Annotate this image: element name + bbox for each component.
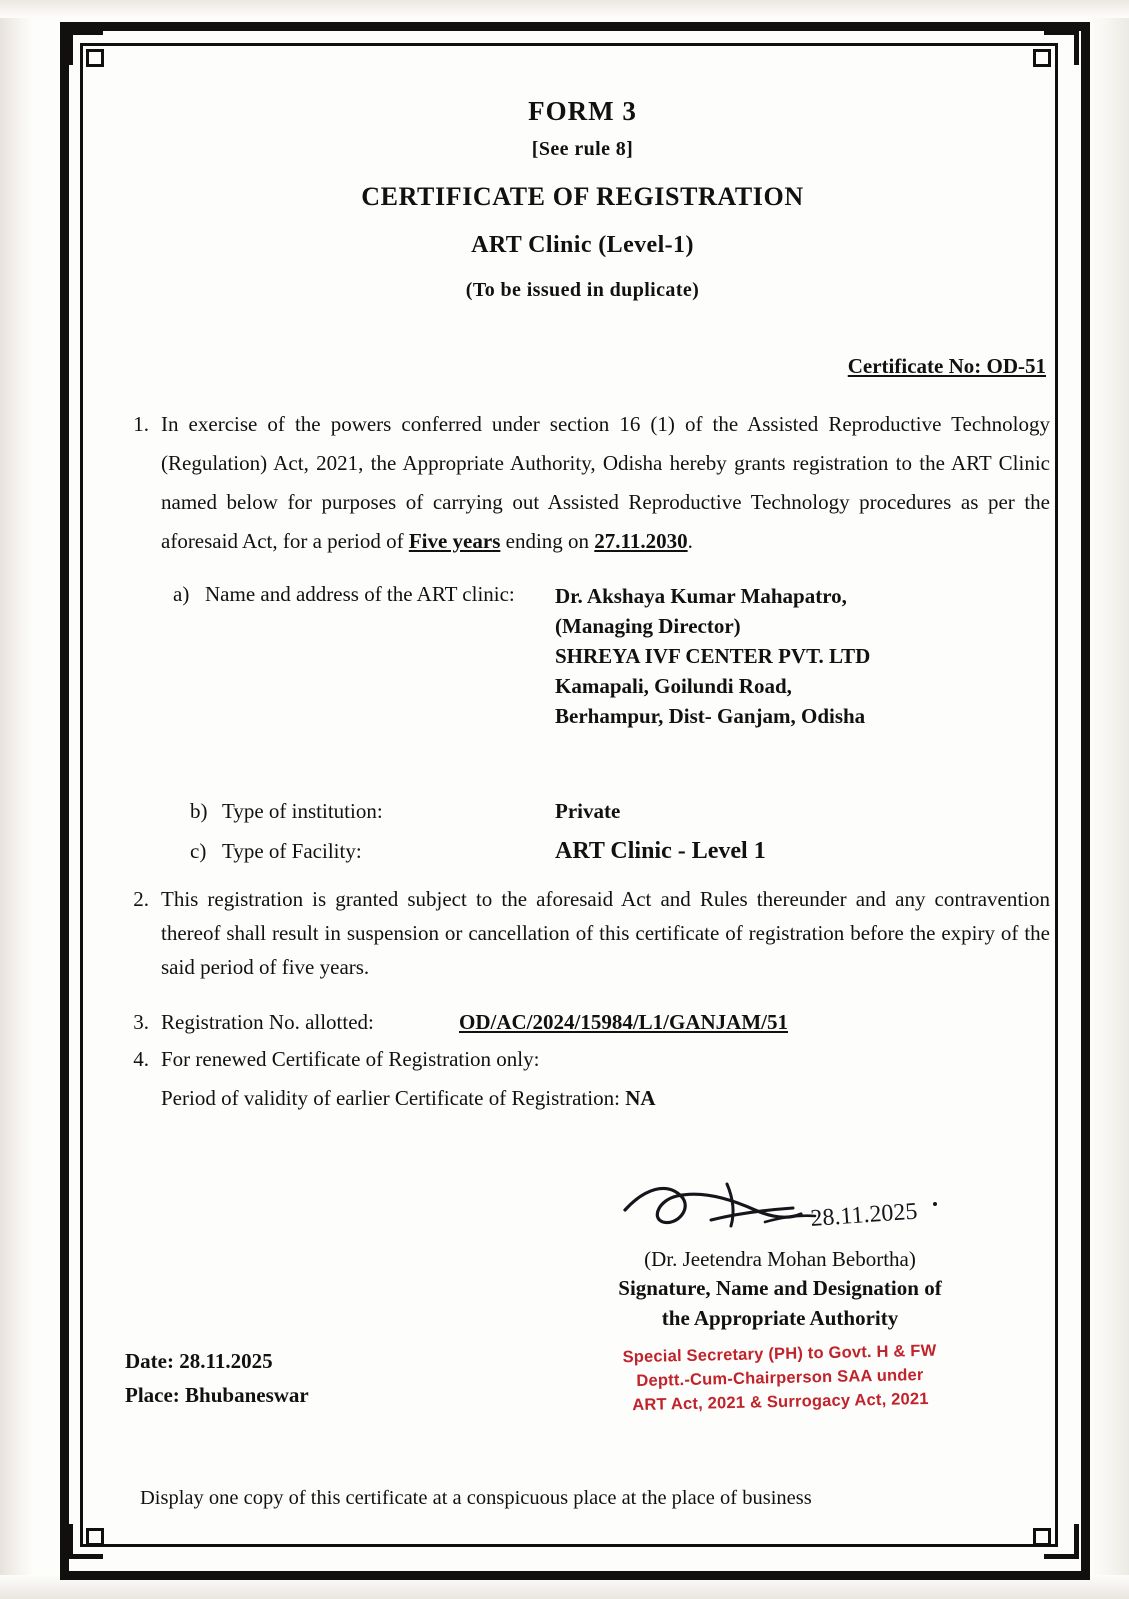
footer-note-clip (120, 1487, 1020, 1509)
clinic-name-line-3: SHREYA IVF CENTER PVT. LTD (555, 644, 871, 668)
clause-2 (115, 883, 1050, 984)
clause-1-text-after: . (687, 528, 693, 553)
clinic-name-line-5: Berhampur, Dist- Ganjam, Odisha (555, 703, 866, 728)
clause-1-number: 1. (133, 412, 149, 436)
clause-4-label: For renewed Certificate of Registration only: (161, 1047, 540, 1072)
form-title: FORM 3 (528, 96, 637, 126)
clinic-name-line-2: (Managing Director) (555, 614, 741, 639)
earlier-validity-label: Period of validity of earlier Certificate of Registration: (161, 1086, 620, 1111)
detail-row-institution-type (190, 799, 1050, 824)
clinic-name-line-4: Kamapali, Goilundi Road, (555, 673, 792, 698)
detail-c-value: ART Clinic - Level 1 (555, 838, 766, 865)
registration-period: Five years (408, 528, 501, 553)
certificate-number-text: Certificate No: OD-51 (847, 354, 1046, 378)
issue-date: Date: 28.11.2025 (125, 1349, 273, 1373)
authority-name: (Dr. Jeetendra Mohan Bebortha) (644, 1247, 916, 1271)
certificate-title: CERTIFICATE OF REGISTRATION (361, 182, 804, 211)
detail-row-clinic-name (173, 582, 1050, 731)
clause-3 (115, 1010, 1050, 1035)
signature-date-handwritten: 28.11.2025 (809, 1198, 919, 1232)
signature-block (560, 1170, 1000, 1414)
detail-a-label: Name and address of the ART clinic: (205, 582, 515, 607)
clause-3-number: 3. (133, 1010, 149, 1035)
clause-1-text-before: In exercise of the powers conferred under section 16 (1) of the Assisted Reproductive Technology (Regulation) Act, 2021, the Appropriate Authority, Odisha hereby grants registration to the ART Clinic named below for purposes of carrying out Assisted Reproductive Technology procedures as per the aforesaid Act, for a period of (161, 412, 1050, 553)
issue-details (125, 1345, 309, 1412)
certificate-number (115, 354, 1050, 379)
clause-1 (115, 405, 1050, 560)
scan-edge-left (0, 0, 34, 1599)
clause-4-number: 4. (133, 1047, 149, 1072)
earlier-validity-row (161, 1086, 1050, 1111)
authority-designation-line-2: the Appropriate Authority (661, 1306, 899, 1331)
clinic-name-line-1: Dr. Akshaya Kumar Mahapatro, (555, 584, 847, 609)
certificate-content (115, 70, 1050, 1111)
corner-ornament-inner-bottom-right (1033, 1528, 1051, 1546)
detail-a-value (555, 582, 1050, 731)
stamp-line-3: ART Act, 2021 & Surrogacy Act, 2021 (632, 1389, 929, 1414)
clause-3-label: Registration No. allotted: (161, 1010, 374, 1035)
clause-1-body (161, 405, 1050, 560)
authority-stamp (559, 1338, 1000, 1419)
stamp-line-2: Deptt.-Cum-Chairperson SAA under (636, 1365, 924, 1390)
clause-2-body: This registration is granted subject to the aforesaid Act and Rules thereunder and any contravention thereof shall result in suspension or cancellation of this certificate of registration before the expiry of the said period of five years. (161, 887, 1050, 979)
corner-ornament-inner-top-right (1033, 49, 1051, 67)
clause-4 (115, 1047, 1050, 1072)
detail-a-label-col (173, 582, 555, 731)
authority-designation-line-1: Signature, Name and Designation of (618, 1276, 942, 1300)
footer-note: Display one copy of this certificate at a conspicuous place at the place of business (140, 1487, 812, 1509)
registration-number-value: OD/AC/2024/15984/L1/GANJAM/51 (459, 1010, 788, 1035)
scan-edge-right (1089, 0, 1129, 1599)
detail-b-marker: b) (190, 799, 208, 824)
detail-row-facility-type (190, 838, 1050, 865)
corner-ornament-inner-bottom-left (86, 1528, 104, 1546)
clause-2-number: 2. (133, 887, 149, 912)
issue-place: Place: Bhubaneswar (125, 1382, 309, 1407)
clause-1-text-mid: ending on (500, 528, 595, 553)
earlier-validity-value: NA (625, 1086, 656, 1111)
registration-end-date: 27.11.2030 (594, 528, 688, 553)
handwritten-signature (615, 1170, 945, 1245)
detail-b-value: Private (555, 799, 621, 824)
detail-c-marker: c) (190, 839, 207, 864)
scan-edge-top (0, 0, 1129, 18)
detail-c-label: Type of Facility: (222, 839, 362, 864)
stamp-line-1: Special Secretary (PH) to Govt. H & FW (622, 1341, 937, 1366)
duplicate-note: (To be issued in duplicate) (465, 279, 700, 301)
detail-b-label: Type of institution: (222, 799, 383, 824)
detail-a-marker: a) (173, 582, 190, 607)
rule-reference: [See rule 8] (531, 138, 634, 160)
corner-ornament-inner-top-left (86, 49, 104, 67)
clinic-level-subtitle: ART Clinic (Level-1) (471, 232, 694, 258)
